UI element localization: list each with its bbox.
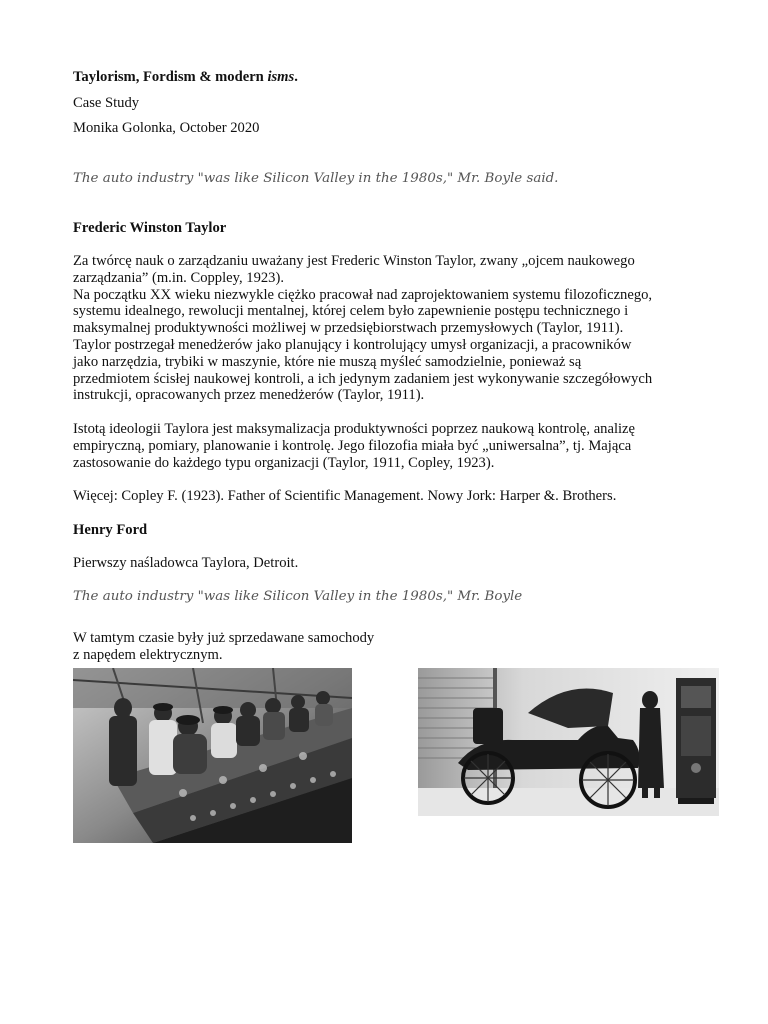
section-heading-taylor: Frederic Winston Taylor xyxy=(73,220,227,236)
title-emphasis: isms xyxy=(267,69,295,85)
taylor-paragraph-1 xyxy=(73,253,652,404)
paragraph-line: Na początku XX wieku niezwykle ciężko pracował nad zaprojektowaniem systemu filozoficznego, xyxy=(73,286,653,303)
paragraph-line: zastosowanie do każdego typu organizacji (Taylor, 1911, Copley, 1923). xyxy=(73,454,495,471)
paragraph-line: przedmiotem ścisłej naukowej kontroli, a ich jedynym zadaniem jest wykonywanie szczegółowych xyxy=(73,370,653,387)
paragraph-line: empiryczną, pomiary, planowanie i kontrolę. Jego filozofia miała być „uniwersalna”, tj. Mająca xyxy=(73,437,632,454)
paragraph-line: Istotą ideologii Taylora jest maksymalizacja produktywności poprzez naukową kontrolę, analizę xyxy=(73,421,636,437)
paragraph-line: systemu idealnego, rewolucji mentalnej, której celem było zapewnienie postępu technicznego i xyxy=(73,303,629,320)
title-text: Taylorism, Fordism & modern xyxy=(73,69,268,85)
document-title xyxy=(73,69,298,86)
caption-line: W tamtym czasie były już sprzedawane samochody xyxy=(73,630,375,646)
image-caption xyxy=(73,630,374,664)
author-date-line: Monika Golonka, October 2020 xyxy=(73,120,260,136)
paragraph-line: Taylor postrzegał menedżerów jako planujący i kontrolujący umysł organizacji, a pracowników xyxy=(73,336,632,353)
paragraph-line: Za twórcę nauk o zarządzaniu uważany jest Frederic Winston Taylor, zwany „ojcem naukowego xyxy=(73,253,635,269)
ford-intro-line: Pierwszy naśladowca Taylora, Detroit. xyxy=(73,555,299,571)
paragraph-line: maksymalnej produktywności możliwej w przedsiębiorstwach przemysłowych (Taylor, 1911). xyxy=(73,320,624,337)
further-reading: Więcej: Copley F. (1923). Father of Scientific Management. Nowy Jork: Harper &. Brothers. xyxy=(73,488,617,504)
document-subtitle: Case Study xyxy=(73,95,140,111)
paragraph-line: instrukcji, opracowanych przez menedżerów (Taylor, 1911). xyxy=(73,387,425,404)
taylor-paragraph-2 xyxy=(73,421,635,471)
electric-car-photo xyxy=(418,668,719,816)
ford-quote: The auto industry "was like Silicon Valley in the 1980s," Mr. Boyle xyxy=(73,589,523,604)
caption-line: z napędem elektrycznym. xyxy=(73,646,223,663)
paragraph-line: zarządzania” (m.in. Coppley, 1923). xyxy=(73,269,284,286)
assembly-line-illustration xyxy=(73,668,352,843)
section-heading-ford: Henry Ford xyxy=(73,522,148,538)
paragraph-line: jako narzędzia, trybiki w maszynie, które nie muszą myśleć samodzielnie, ponieważ są xyxy=(73,353,582,370)
epigraph-quote: The auto industry "was like Silicon Valley in the 1980s," Mr. Boyle said. xyxy=(73,171,559,186)
electric-car-illustration xyxy=(418,668,719,816)
assembly-line-photo xyxy=(73,668,352,843)
title-suffix: . xyxy=(294,69,298,85)
